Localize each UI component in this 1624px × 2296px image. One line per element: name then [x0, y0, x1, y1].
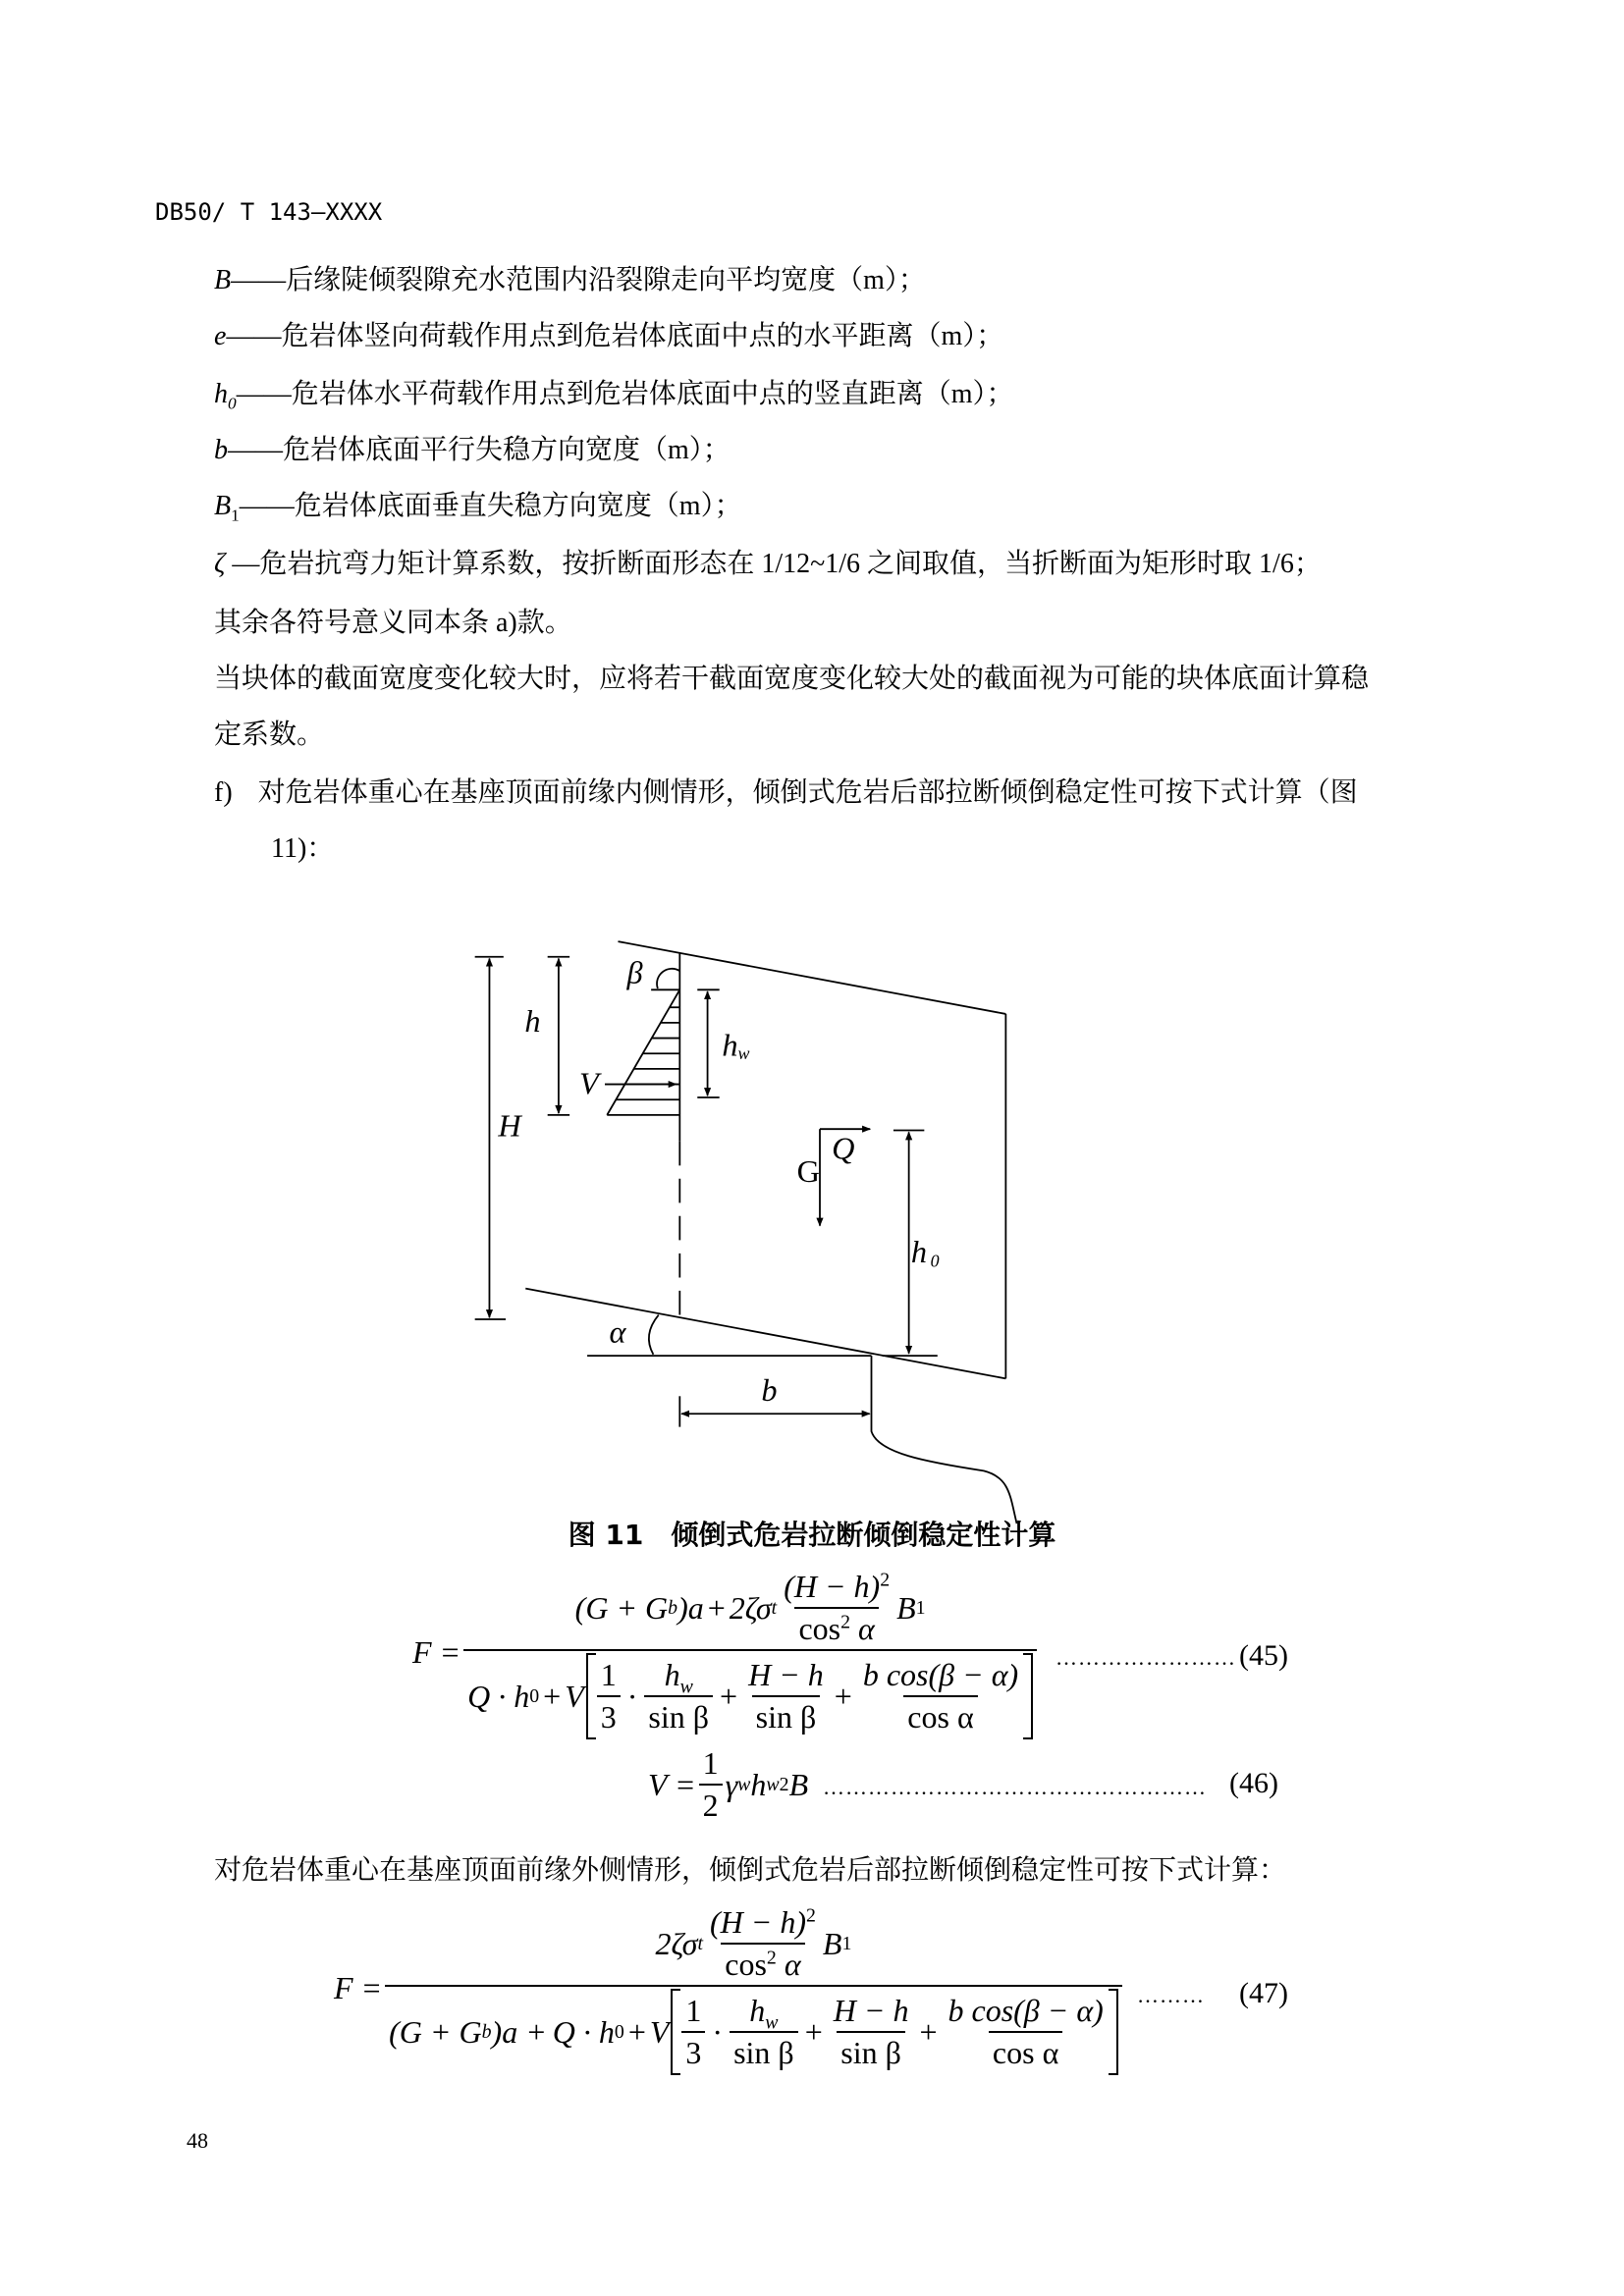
term: b cos(β − α) [947, 1993, 1104, 2028]
term: α [858, 1611, 875, 1646]
label-b: b [761, 1371, 778, 1408]
term: V [565, 1678, 584, 1714]
label-h0 [911, 1234, 940, 1270]
definition-line [214, 548, 1322, 581]
op: + [919, 2013, 938, 2050]
symbol: b [214, 435, 228, 465]
term: 1 [702, 1745, 719, 1781]
eq45-number: (45) [1239, 1639, 1288, 1672]
term: cos [725, 1947, 767, 1982]
sup: 2 [805, 1904, 816, 1927]
numerator: 2ζσ t $\frac{(H - h)^2}{\cos^2 \alpha}$ B 1 [655, 1904, 852, 1982]
label-H: H [498, 1107, 521, 1144]
item-f-line1 [214, 776, 1358, 810]
sup: 2 [880, 1569, 891, 1591]
fraction [780, 1569, 893, 1647]
term: 1 [685, 1993, 702, 2028]
term: H − h [833, 1993, 909, 2028]
hw-dimension [697, 989, 719, 1097]
term: (H − h) [709, 1904, 806, 1940]
definition-text: ——危岩体底面垂直失稳方向宽度（m）； [239, 491, 742, 521]
term: B [822, 1925, 842, 1961]
label-hw-main: h [722, 1027, 738, 1063]
term: α [784, 1947, 801, 1982]
eq45-leader-dots: …………………… [1056, 1645, 1236, 1670]
term: Q · h [467, 1678, 530, 1714]
label-hw-sub: w [737, 1043, 750, 1064]
item-f-text: 对危岩体重心在基座顶面前缘内侧情形，倾倒式危岩后部拉断倾倒稳定性可按下式计算（图 [257, 777, 1358, 808]
definition-line [214, 264, 926, 297]
term: )a + [491, 2013, 547, 2050]
item-marker: f) [214, 777, 233, 808]
label-hw [722, 1027, 749, 1063]
term: 1 [600, 1657, 617, 1692]
term: 3 [597, 1695, 621, 1735]
paragraph-section-line1: 当块体的截面宽度变化较大时，应将若干截面宽度变化较大处的截面视为可能的块体底面计算稳 [214, 664, 1370, 694]
definition-text: ——危岩体竖向荷载作用点到危岩体底面中点的水平距离（m）； [226, 321, 1004, 351]
eq47-leader-dots: ……… [1137, 1983, 1205, 2007]
definition-text: ——危岩体底面平行失稳方向宽度（m）； [228, 435, 731, 465]
term: (H − h) [784, 1569, 881, 1604]
label-G: G [796, 1152, 820, 1189]
term: (G + G [389, 2013, 482, 2050]
op: + [834, 1678, 852, 1714]
page-number: 48 [187, 2128, 208, 2153]
label-h: h [524, 1002, 541, 1039]
term: b cos(β − α) [862, 1657, 1019, 1692]
op: + [707, 1589, 726, 1626]
label-Q: Q [832, 1130, 855, 1166]
symbol: B [214, 491, 232, 521]
eq-lhs: F = [334, 1969, 383, 2005]
equation-46: V = $\frac{1}{2}$ γ w h w 2 B [648, 1745, 809, 1823]
term: h [664, 1657, 680, 1692]
bracket-group [671, 1993, 1117, 2071]
term: γ [725, 1766, 738, 1802]
rock-base-edge [525, 1289, 1005, 1379]
paragraph-rest: 其余各符号意义同本条 a)款。 [214, 608, 572, 638]
term: 2ζσ [655, 1925, 698, 1961]
term: sin β [730, 2031, 798, 2071]
sup: 2 [766, 1947, 777, 1969]
numerator: (G + G b )a + 2ζσ t $\frac{(H - h)^2}{\cos^2 \alpha}$ B 1 [574, 1569, 926, 1646]
term: sin β [752, 1695, 821, 1735]
symbol-subscript: 1 [231, 506, 240, 525]
beta-angle-arc [657, 969, 679, 988]
term: B [788, 1766, 809, 1802]
eq47-number: (47) [1239, 1977, 1288, 2009]
bracket-group [586, 1657, 1033, 1735]
symbol-subscript: 0 [228, 394, 237, 413]
sub: w [765, 2011, 779, 2034]
eq-lhs: V = [648, 1766, 696, 1802]
equation-45 [412, 1569, 1040, 1735]
equation-47 [334, 1904, 1125, 2071]
op: + [804, 2013, 823, 2050]
term: cos [798, 1611, 841, 1646]
h-dimension [548, 957, 569, 1115]
document-code-header: DB50/ T 143—XXXX [155, 198, 383, 226]
definition-line [214, 434, 731, 467]
term: 3 [681, 2031, 705, 2071]
denominator: (G + G b )a + Q · h 0 + V $\frac{1}{3}$ · $\frac{h_w}{\text{sin β}}$ + $\frac{H - h}{\text{sin β}}$ + $\frac{\text{b cos(β − α)}}{\text{cos α}}$ [385, 1985, 1122, 2071]
term: B [896, 1589, 916, 1626]
definition-line [214, 378, 1013, 411]
term: )a [677, 1589, 704, 1626]
figure-caption: 图 11 倾倒式危岩拉断倾倒稳定性计算 [568, 1519, 1056, 1551]
term: cos α [989, 2031, 1062, 2071]
label-V: V [579, 1065, 599, 1101]
paragraph-outer-case: 对危岩体重心在基座顶面前缘外侧情形，倾倒式危岩后部拉断倾倒稳定性可按下式计算： [214, 1855, 1287, 1886]
term: sin β [837, 2031, 905, 2071]
sub: w [679, 1676, 693, 1698]
term: h [750, 1766, 767, 1802]
alpha-angle-arc [649, 1315, 659, 1355]
term: sin β [644, 1695, 713, 1735]
main-fraction [385, 1904, 1122, 2071]
definition-text: —危岩抗弯力矩计算系数，按折断面形态在 1/12~1/6 之间取值，当折断面为矩形时取 1/6； [225, 549, 1322, 579]
base-slope-profile [872, 1356, 1017, 1523]
sup: 2 [840, 1611, 851, 1633]
denominator: Q · h 0 + V $\frac{1}{3}$ · $\frac{h_w}{\text{sin β}}$ + $\frac{H - h}{\text{sin β}}$ + $\frac{\text{b cos(β − α)}}{\text{cos α}}$ [463, 1649, 1037, 1735]
op: + [720, 1678, 738, 1714]
op: · [626, 1678, 638, 1714]
term: V [649, 2013, 670, 2050]
main-fraction [463, 1569, 1037, 1735]
op: + [627, 2013, 646, 2050]
eq-lhs: F = [412, 1633, 461, 1670]
term: h [749, 1993, 766, 2028]
op: · [712, 2013, 724, 2050]
symbol: ζ [214, 549, 226, 579]
term: cos α [903, 1695, 977, 1735]
label-h0-sub: 0 [930, 1251, 940, 1271]
symbol: B [214, 265, 232, 295]
definition-text: ——危岩体水平荷载作用点到危岩体底面中点的竖直距离（m）； [236, 379, 1014, 409]
term: Q · h [552, 2013, 615, 2050]
definition-text: ——后缘陡倾裂隙充水范围内沿裂隙走向平均宽度（m）； [231, 265, 926, 295]
term: (G + G [574, 1589, 669, 1626]
label-alpha: α [609, 1313, 626, 1350]
item-f-line2: 11)： [271, 833, 335, 864]
symbol: h [214, 379, 228, 409]
rock-top-edge [618, 941, 1005, 1014]
paragraph-section-line2: 定系数。 [214, 720, 325, 750]
symbol: e [214, 321, 227, 351]
definition-line [214, 320, 1003, 353]
eq46-number: (46) [1229, 1767, 1278, 1799]
op: + [543, 1678, 562, 1714]
definition-line [214, 490, 742, 523]
eq46-leader-dots: …………………………………………… [823, 1775, 1207, 1799]
label-beta: β [626, 954, 643, 990]
term: H − h [748, 1657, 824, 1692]
water-pressure-triangle [607, 989, 679, 1115]
label-h0-main: h [910, 1233, 928, 1269]
term: 2 [699, 1784, 723, 1824]
term: 2ζσ [729, 1589, 772, 1626]
figure-11-diagram [442, 913, 1129, 1541]
